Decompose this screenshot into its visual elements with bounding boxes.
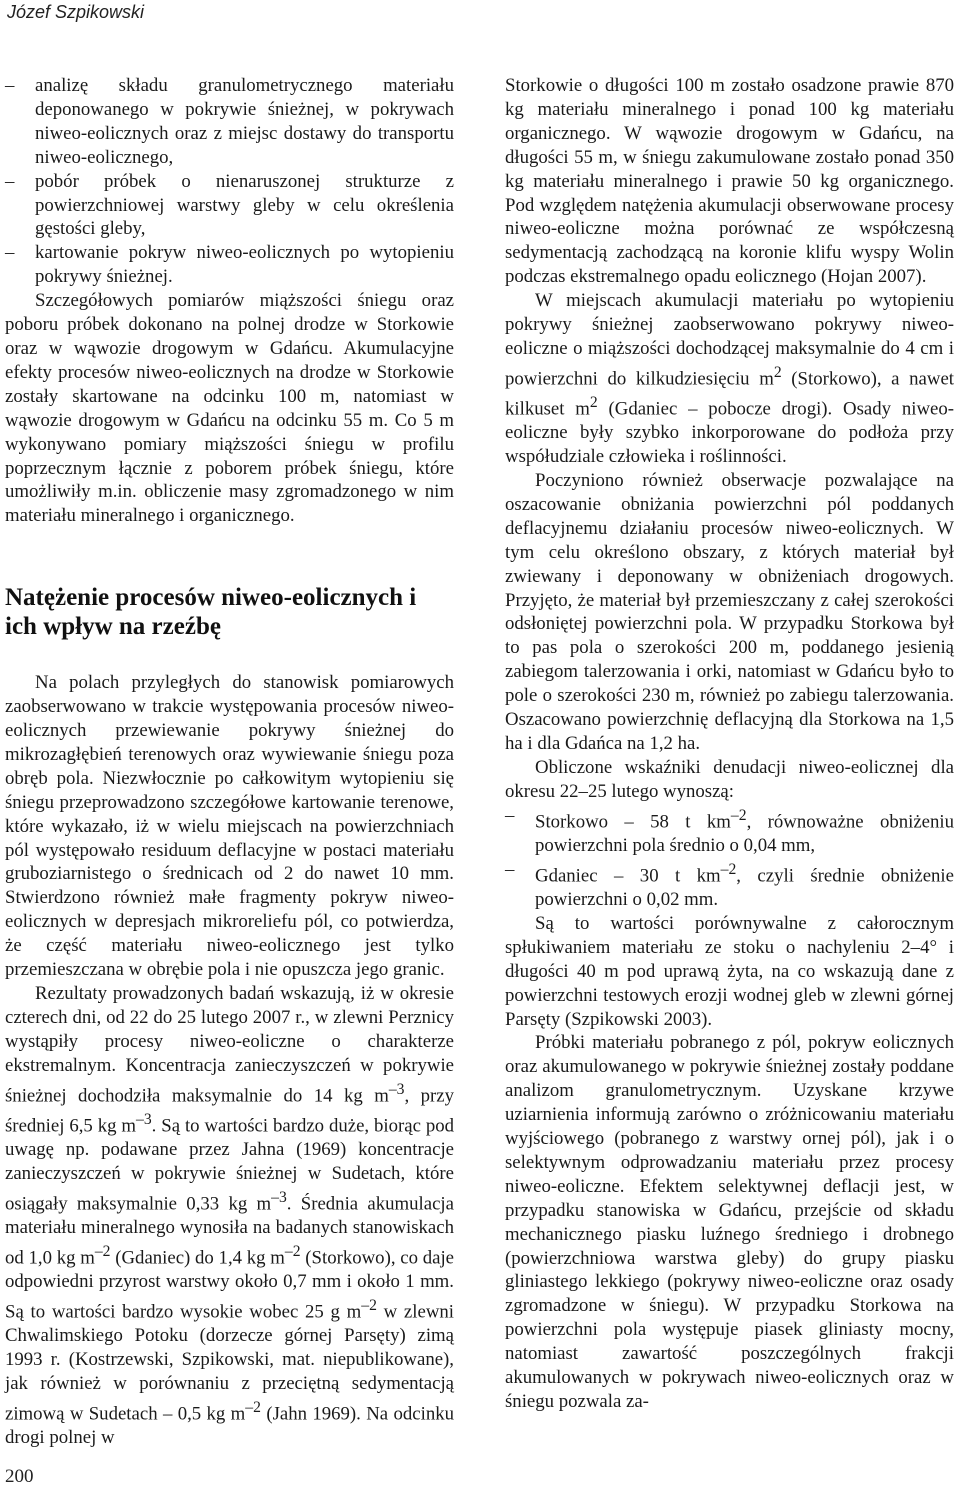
paragraph: Szczegółowych pomiarów miąższości śniegu oraz poboru próbek dokonano na polnej drodze w Storkowie oraz w wąwozie drogowym w Gdańcu. Akumulacyjne efekty procesów niweo-eolicznych na drodze w Storkowie zostały skartowane na odcinku 100 m, natomiast w wąwozie drogowym w Gdańcu na odcinku 55 m. Co 5 m wykonywano pomiary miąższości śniegu w profilu poprzecznym łącznie z poborem próbek śniegu, które umożliwiły m.in. obliczenie masy zgromadzonego w nim materiału mineralnego i organicznego. (5, 290, 454, 527)
list-item: – analizę składu granulometrycznego materiału deponowanego w pokrywie śnieżnej, w pokrywach niweo-eolicznych oraz z miejsc dostawy do transportu niweo-eolicznego, (5, 74, 454, 170)
page-number: 200 (5, 1466, 34, 1487)
list-item: – Storkowo – 58 t $km^{-2}$, równoważne obniżeniu powierzchni pola średnio o 0,04 mm, (505, 804, 954, 858)
paragraph: Poczyniono również obserwacje pozwalające na oszacowanie obniżania powierzchni pól poddanych deflacyjnemu działaniu procesów niweo-eolicznych. W tym celu określono obszary, z których materiał był zwiewany i deponowany w obniżeniach drogowych. Przyjęto, że materiał był przemieszczany z całej szerokości odsłoniętej powierzchni pola. W przypadku Storkowa był to pas pola o szerokości 200 m, poddanego jesienią zabiegom talerzowania i orki, natomiast w Gdańcu było to pole o szerokości 230 m, również po zabiegu talerzowania. Oszacowano powierzchnię deflacyjną dla Storkowa na 1,5 ha i dla Gdańca na 1,2 ha. (505, 470, 954, 754)
section-heading: Natężenie procesów niweo-eolicznych i ich wpływ na rzeźbę (5, 584, 417, 641)
list-item: – Gdaniec – 30 t $km^{-2}$, czyli średnie obniżenie powierzchni o 0,02 mm. (505, 858, 954, 912)
paragraph: Storkowie o długości 100 m zostało osadzone prawie 870 kg materiału mineralnego i ponad 100 kg materiału organicznego. W wąwozie drogowym w Gdańcu, na długości 55 m, w śniegu zakumulowane zostało ponad 350 kg materiału mineralnego i prawie 50 kg organicznego. Pod względem natężenia akumulacji obserwowane procesy niweo-eoliczne można porównać ze współczesną sedymentacją zachodzącą na koronie klifu wyspy Wolin podczas ekstremalnego opadu eolicznego (Hojan 2007). (505, 75, 954, 288)
running-header-author: Józef Szpikowski (7, 2, 145, 22)
paragraph: Rezultaty prowadzonych badań wskazują, iż w okresie czterech dni, od 22 do 25 lutego 2007 r., w zlewni Perznicy wystąpiły procesy niweo-eoliczne o charakterze ekstremalnym. Koncentracja zanieczyszczeń w pokrywie śnieżnej dochodziła maksymalnie do 14 kg $m^{-3}$, przy średniej 6,5 kg $m^{-3}$. Są to wartości bardzo duże, biorąc pod uwagę np. podawane przez Jahna (1969) koncentracje zanieczyszczeń w pokrywie śnieżnej w Sudetach, które osiągały maksymalnie 0,33 kg $m^{-3}$. Średnia akumulacja materiału mineralnego wynosiła na badanych stanowiskach od 1,0 kg $m^{-2}$ (Gdaniec) do 1,4 kg $m^{-2}$ (Storkowo), co daje odpowiedni przyrost warstwy około 0,7 mm i około 1 mm. Są to wartości bardzo wysokie wobec 25 g $m^{-2}$ w zlewni Chwalimskiego Potoku (dorzecze górnej Parsęty) zimą 1993 r. (Kostrzewski, Szpikowski, mat. niepublikowane), jak również w porównaniu z przeciętną sedymentacją zimową w Sudetach – 0,5 kg $m^{-2}$ (Jahn 1969). Na odcinku drogi polnej w (5, 983, 455, 1448)
paragraph: Próbki materiału pobranego z pól, pokryw eolicznych oraz akumulowanego w pokrywie śnieżnej zostały poddane analizom granulometrycznym. Uzyskane krzywe uziarnienia informują zarówno o zróżnicowaniu materiału wyjściowego (pobranego z warstwy ornej pól), jak i o selektywnym odprowadzaniu materiału przez procesy niweo-eoliczne. Efektem selektywnej deflacji jest, w przypadku stanowiska w Gdańcu, przejście od składu mechanicznego piasku luźnego średniego i drobnego (powierzchniowa warstwa gleby) do grupy piasku gliniastego lekkiego (pokrywy niweo-eoliczne oraz osady zgromadzone w śniegu). W przypadku Storkowa na powierzchni pola występuje piasek gliniasty mocny, natomiast zawartość poszczególnych frakcji akumulowanych w pokrywach niweo-eolicznych oraz w śniegu pozwala za- (505, 1032, 954, 1412)
denudation-list (505, 804, 954, 912)
paragraph: Obliczone wskaźniki denudacji niweo-eolicznej dla okresu 22–25 lutego wynoszą: (505, 756, 954, 802)
left-column (5, 74, 454, 1450)
method-list (5, 74, 454, 289)
paragraph: Są to wartości porównywalne z całorocznym spłukiwaniem materiału ze stoku o nachyleniu 2–4° i długości 40 m pod uprawą żyta, na co wskazują dane z powierzchni testowych erozji wodnej gleb w zlewni górnej Parsęty (Szpikowski 2003). (505, 912, 954, 1030)
list-item: – kartowanie pokryw niweo-eolicznych po wytopieniu pokrywy śnieżnej. (5, 241, 454, 289)
paragraph: W miejscach akumulacji materiału po wytopieniu pokrywy śnieżnej zaobserwowano pokrywy niweo-eoliczne o miąższości dochodzącej maksymalnie do 4 cm i powierzchni do kilkudziesięciu $m^2$ (Storkowo), a nawet kilkuset $m^2$ (Gdaniec – pobocze drogi). Osady niweo-eoliczne były szybko inkorporowane do podłoża przy współudziale człowieka i roślinności. (505, 290, 954, 468)
right-column (505, 74, 954, 1414)
list-item: – pobór próbek o nienaruszonej strukturze z powierzchniowej warstwy gleby w celu określenia gęstości gleby, (5, 170, 454, 242)
paragraph: Na polach przyległych do stanowisk pomiarowych zaobserwowano w trakcie występowania procesów niweo-eolicznych przewiewanie pokrywy śnieżnej do mikrozagłębień terenowych oraz wywiewanie śniegu poza obręb pola. Niezwłocznie po całkowitym wytopieniu się śniegu przeprowadzono szczegółowe kartowanie terenowe, które wykazało, iż w wielu miejscach na powierzchniach pól występowało residuum deflacyjne w postaci materiału gruboziarnistego o średnicach od 2 do nawet 10 mm. Stwierdzono również małe fragmenty pokryw niweo-eolicznych w depresjach mikroreliefu pól, co potwierdza, że część materiału niweo-eolicznego jest tylko przemieszczana w obrębie pola i nie opuszcza jego granic. (5, 672, 454, 981)
